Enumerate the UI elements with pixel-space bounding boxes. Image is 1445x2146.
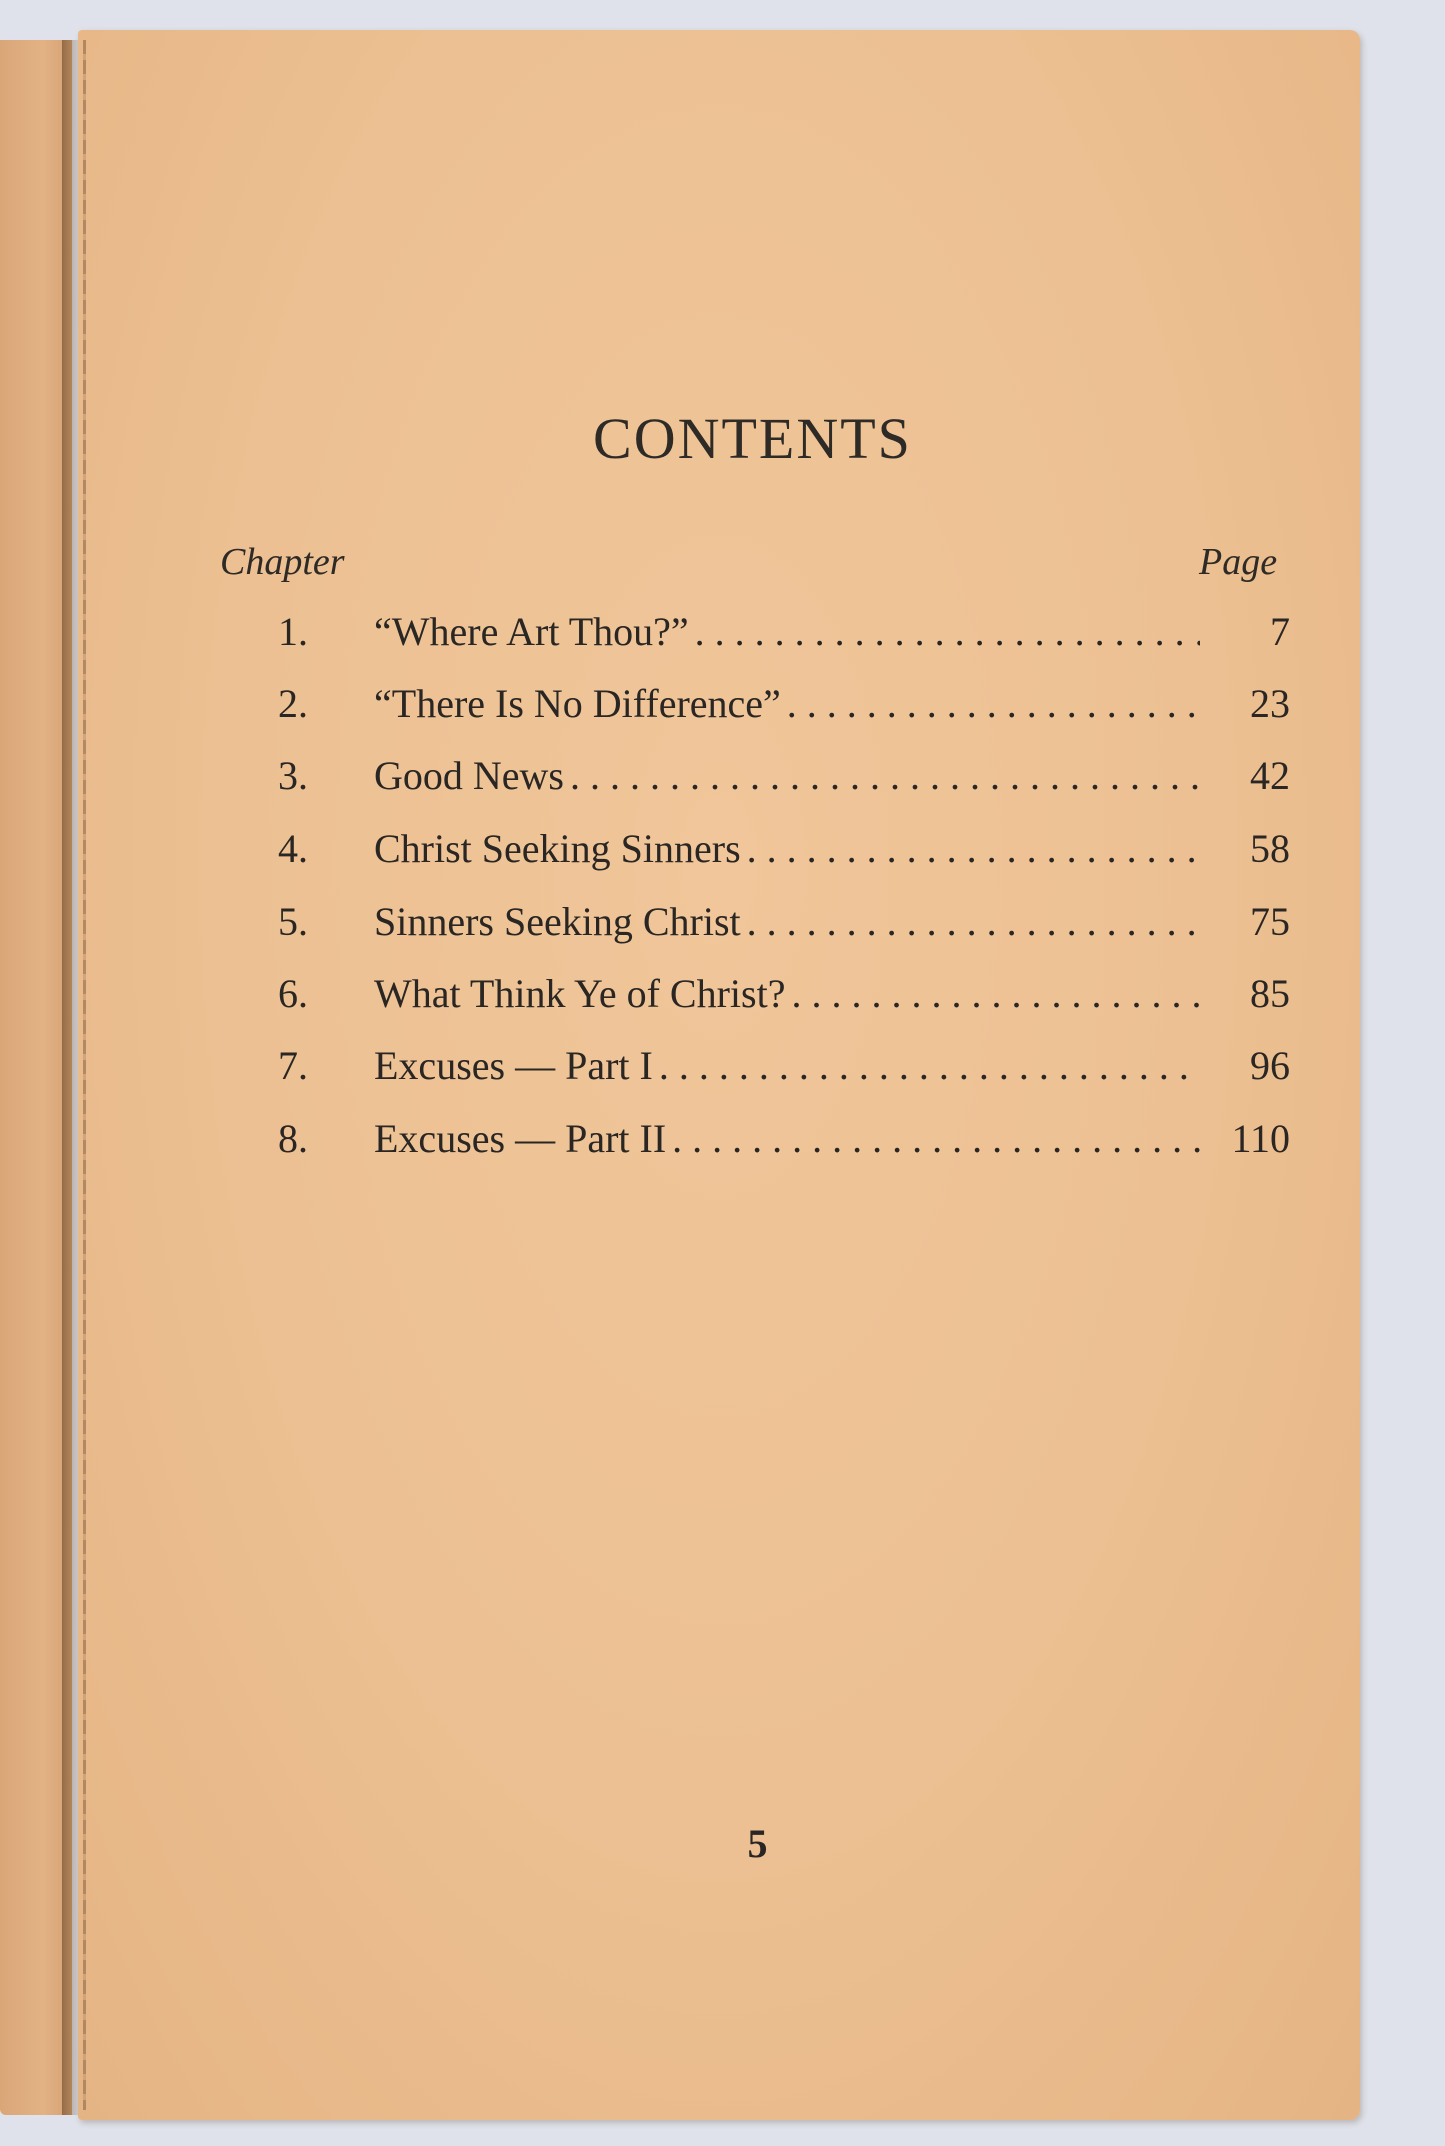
chapter-number: 5. xyxy=(278,899,308,944)
dot-leader xyxy=(791,970,1200,1017)
chapter-number: 3. xyxy=(278,753,308,798)
dot-leader xyxy=(695,608,1200,655)
chapter-page-number: 23 xyxy=(1250,681,1290,726)
toc-entry xyxy=(278,1042,1290,1102)
chapter-number: 1. xyxy=(278,609,308,654)
chapter-column-header: Chapter xyxy=(220,541,345,583)
chapter-title: Sinners Seeking Christ xyxy=(374,899,741,944)
dot-leader xyxy=(747,898,1200,945)
toc-entry xyxy=(278,752,1290,812)
chapter-title: “Where Art Thou?” xyxy=(374,609,689,654)
chapter-page-number: 42 xyxy=(1250,753,1290,798)
chapter-title: Christ Seeking Sinners xyxy=(374,826,741,871)
dot-leader xyxy=(659,1042,1200,1089)
dot-leader xyxy=(747,825,1200,872)
toc-entry xyxy=(278,825,1290,885)
toc-entry xyxy=(278,680,1290,740)
dot-leader xyxy=(672,1115,1200,1162)
toc-entry xyxy=(278,608,1290,668)
toc-entry xyxy=(278,970,1290,1030)
chapter-title: “There Is No Difference” xyxy=(374,681,781,726)
chapter-page-number: 75 xyxy=(1250,899,1290,944)
chapter-number: 6. xyxy=(278,971,308,1016)
chapter-title: Excuses — Part I xyxy=(374,1043,653,1088)
chapter-number: 7. xyxy=(278,1043,308,1088)
chapter-title: Excuses — Part II xyxy=(374,1116,667,1161)
page-column-header: Page xyxy=(1199,541,1278,583)
dot-leader xyxy=(787,680,1200,727)
toc-entry xyxy=(278,1115,1290,1175)
page-number: 5 xyxy=(747,1821,768,1866)
chapter-page-number: 96 xyxy=(1250,1043,1290,1088)
chapter-title: What Think Ye of Christ? xyxy=(374,971,786,1016)
chapter-number: 4. xyxy=(278,826,308,871)
chapter-page-number: 110 xyxy=(1231,1116,1290,1161)
chapter-number: 2. xyxy=(278,681,308,726)
dot-leader xyxy=(570,752,1200,799)
chapter-number: 8. xyxy=(278,1116,308,1161)
chapter-page-number: 7 xyxy=(1270,609,1290,654)
toc-entry xyxy=(278,898,1290,958)
contents-heading: CONTENTS xyxy=(593,406,912,471)
chapter-page-number: 58 xyxy=(1250,826,1290,871)
chapter-page-number: 85 xyxy=(1250,971,1290,1016)
chapter-title: Good News xyxy=(374,753,564,798)
